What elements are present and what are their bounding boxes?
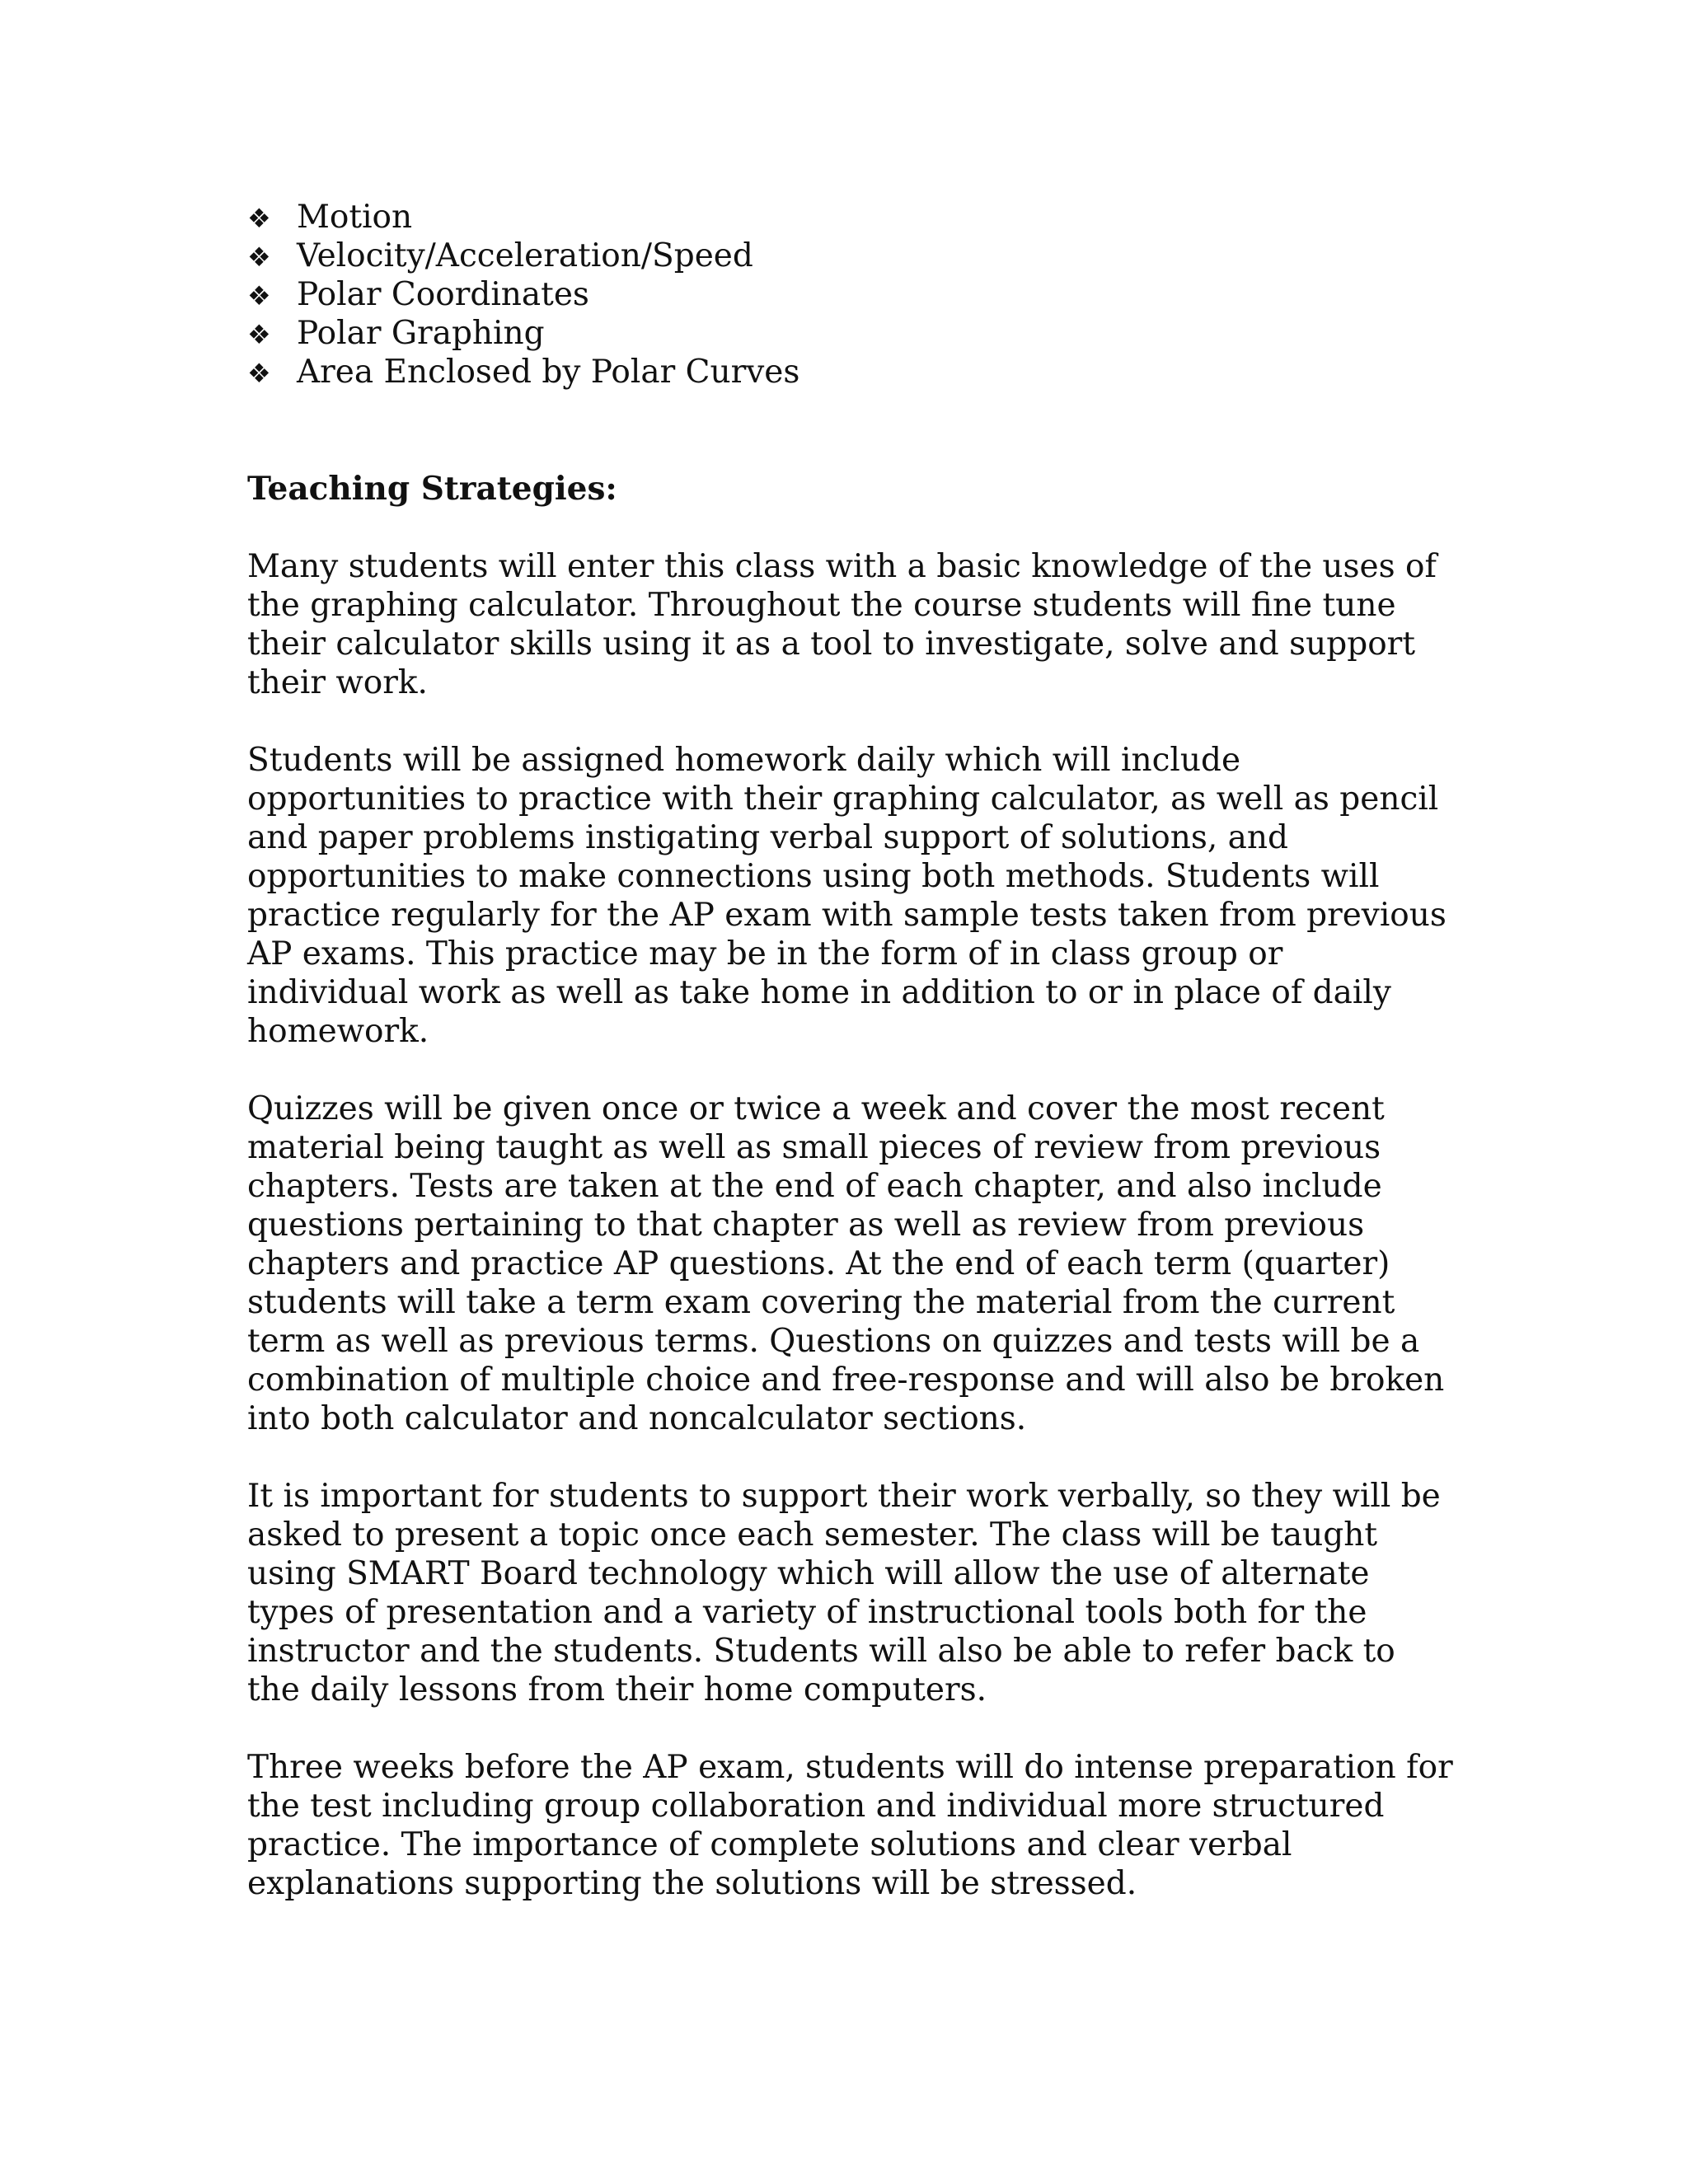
paragraph-calculator: Many students will enter this class with a basic knowledge of the uses of the graphing calculator. Throughout the course students will fine tune their calculator skills using it as a tool to investigate, solve and support their work. <box>247 548 1437 701</box>
document-body <box>247 198 1467 1903</box>
diamond-bullet-icon: ❖ <box>247 280 271 312</box>
section-heading: Teaching Strategies: <box>247 470 617 508</box>
topic-list <box>247 198 1467 391</box>
diamond-bullet-icon: ❖ <box>247 358 271 389</box>
list-item <box>247 314 1467 353</box>
paragraph-quizzes-tests: Quizzes will be given once or twice a week and cover the most recent material being taught as well as small pieces of review from previous chapters. Tests are taken at the end of each chapter, and also include questions pertaining to that chapter as well as review from previous chapters and practice AP questions. At the end of each term (quarter) students will take a term exam covering the material from the current term as well as previous terms. Questions on quizzes and tests will be a combination of multiple choice and free-response and will also be broken into both calculator and noncalculator sections. <box>247 1090 1445 1437</box>
list-item <box>247 275 1467 314</box>
list-item-label: Velocity/Acceleration/Speed <box>297 237 753 274</box>
list-item-label: Area Enclosed by Polar Curves <box>297 354 800 391</box>
list-item <box>247 198 1467 237</box>
paragraph-homework: Students will be assigned homework daily which will include opportunities to practice with their graphing calculator, as well as pencil and paper problems instigating verbal support of solutions, and opportunities to make connections using both methods. Students will practice regularly for the AP exam with sample tests taken from previous AP exams. This practice may be in the form of in class group or individual work as well as take home in addition to or in place of daily homework. <box>247 742 1447 1050</box>
diamond-bullet-icon: ❖ <box>247 203 271 234</box>
list-item <box>247 237 1467 275</box>
list-item-label: Motion <box>297 199 413 236</box>
list-item-label: Polar Graphing <box>297 315 545 352</box>
paragraph-presentation: It is important for students to support their work verbally, so they will be asked to present a topic once each semester. The class will be taught using SMART Board technology which will allow the use of alternate types of presentation and a variety of instructional tools both for the instructor and the students. Students will also be able to refer back to the daily lessons from their home computers. <box>247 1478 1441 1708</box>
list-item-label: Polar Coordinates <box>297 276 589 313</box>
list-item <box>247 353 1467 391</box>
diamond-bullet-icon: ❖ <box>247 241 271 273</box>
paragraph-exam-preparation: Three weeks before the AP exam, students will do intense preparation for the test including group collaboration and individual more structured practice. The importance of complete solutions and clear verbal explanations supporting the solutions will be stressed. <box>247 1749 1453 1902</box>
diamond-bullet-icon: ❖ <box>247 319 271 350</box>
